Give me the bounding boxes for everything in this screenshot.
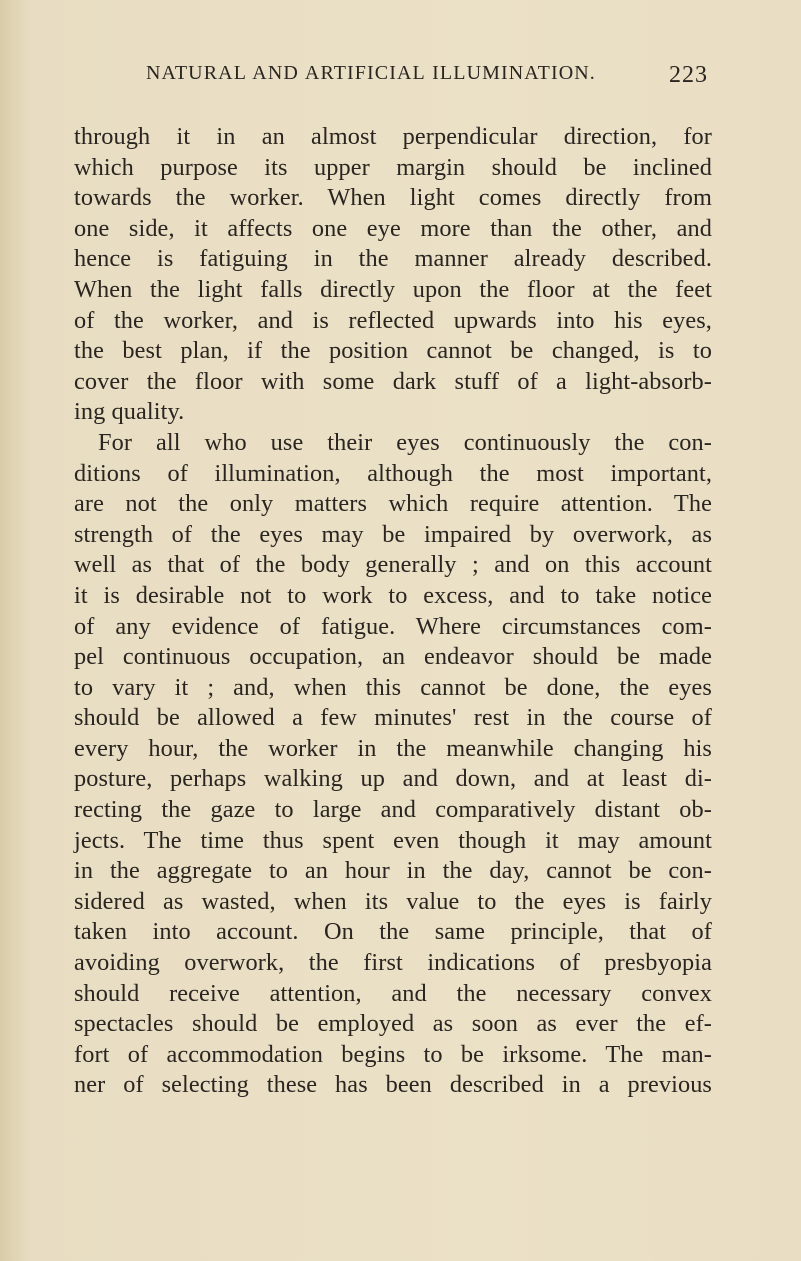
text-line: recting the gaze to large and comparatively distant ob- <box>74 796 712 824</box>
text-line: hence is fatiguing in the manner already described. <box>74 245 712 273</box>
text-line: every hour, the worker in the meanwhile changing his <box>74 734 712 762</box>
text-line: towards the worker. When light comes directly from <box>74 184 712 212</box>
text-line: jects. The time thus spent even though it may amount <box>74 826 712 854</box>
text-line: pel continuous occupation, an endeavor should be made <box>74 643 712 671</box>
text-line: spectacles should be employed as soon as ever the ef- <box>74 1010 712 1038</box>
running-head <box>0 62 708 90</box>
text-line: through it in an almost perpendicular direction, for <box>74 123 712 150</box>
text-line: in the aggregate to an hour in the day, cannot be con- <box>74 857 712 885</box>
text-line: of any evidence of fatigue. Where circumstances com- <box>74 612 712 640</box>
text-line: When the light falls directly upon the floor at the feet <box>74 275 712 303</box>
text-line: to vary it ; and, when this cannot be done, the eyes <box>74 673 712 701</box>
text-line: sidered as wasted, when its value to the eyes is fairly <box>74 887 712 915</box>
page-number: 223 <box>669 62 708 88</box>
text-line: ing quality. <box>74 398 185 426</box>
text-line: well as that of the body generally ; and on this account <box>74 551 712 579</box>
running-title: NATURAL AND ARTIFICIAL ILLUMINATION. <box>146 62 596 84</box>
text-line: which purpose its upper margin should be inclined <box>74 153 712 181</box>
text-line: strength of the eyes may be impaired by overwork, as <box>74 520 712 548</box>
text-line: one side, it affects one eye more than the other, and <box>74 214 712 242</box>
text-line: should be allowed a few minutes' rest in the course of <box>74 704 712 732</box>
text-line: avoiding overwork, the first indications of presbyopia <box>74 949 712 977</box>
text-line: ditions of illumination, although the most important, <box>74 459 712 487</box>
paragraph-first-line: For all who use their eyes continuously the con- <box>98 428 712 456</box>
text-line: are not the only matters which require attention. The <box>74 490 712 518</box>
text-line: it is desirable not to work to excess, and to take notice <box>74 581 712 609</box>
text-line: taken into account. On the same principle, that of <box>74 918 712 946</box>
text-line: fort of accommodation begins to be irksome. The man- <box>74 1040 712 1068</box>
text-line: should receive attention, and the necessary convex <box>74 979 712 1007</box>
text-line: the best plan, if the position cannot be changed, is to <box>74 337 712 365</box>
text-line: cover the floor with some dark stuff of a light-absorb- <box>74 367 712 395</box>
text-line: ner of selecting these has been described in a previous <box>74 1071 712 1099</box>
body-text <box>74 122 712 1101</box>
text-line: posture, perhaps walking up and down, and at least di- <box>74 765 712 793</box>
text-line: of the worker, and is reflected upwards into his eyes, <box>74 306 712 334</box>
